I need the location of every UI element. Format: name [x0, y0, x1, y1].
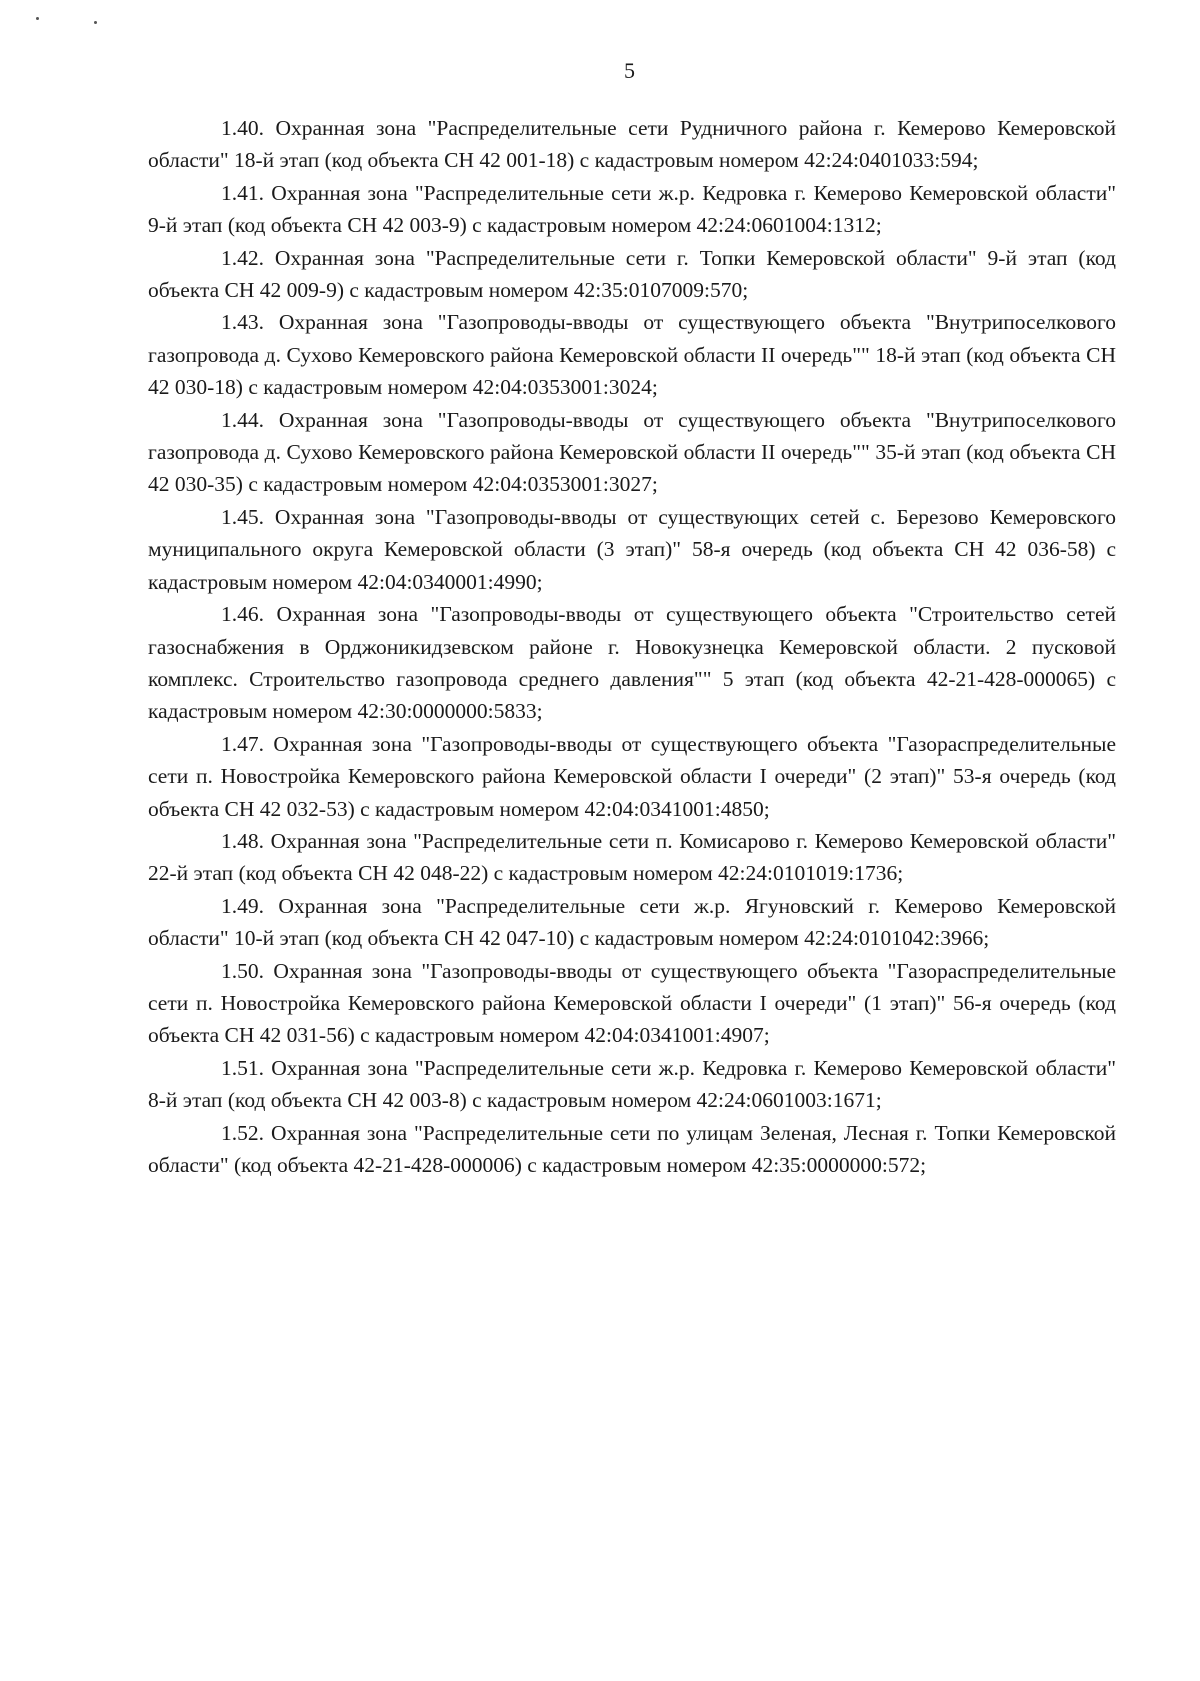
page-number: 5: [624, 58, 636, 83]
list-item: 1.45. Охранная зона "Газопроводы-вводы от существующих сетей с. Березово Кемеровского муниципального округа Кемеровской области (3 этап)" 58-я очередь (код объекта СН 42 036-58) с кадастровым номером 42:04:0340001:4990;: [148, 504, 1116, 594]
list-item: 1.44. Охранная зона "Газопроводы-вводы от существующего объекта "Внутрипоселкового газопровода д. Сухово Кемеровского района Кемеровской области II очередь"" 35-й этап (код объекта СН 42 030-35) с кадастровым номером 42:04:0353001:3027;: [148, 407, 1116, 497]
list-item: 1.43. Охранная зона "Газопроводы-вводы от существующего объекта "Внутрипоселкового газопровода д. Сухово Кемеровского района Кемеровской области II очередь"" 18-й этап (код объекта СН 42 030-18) с кадастровым номером 42:04:0353001:3024;: [148, 310, 1116, 400]
list-item: 1.51. Охранная зона "Распределительные сети ж.р. Кедровка г. Кемерово Кемеровской области" 8-й этап (код объекта СН 42 003-8) с кадастровым номером 42:24:0601003:1671;: [148, 1055, 1116, 1113]
list-item: 1.50. Охранная зона "Газопроводы-вводы от существующего объекта "Газораспределительные сети п. Новостройка Кемеровского района Кемеровской области I очереди" (1 этап)" 56-я очередь (код объекта СН 42 031-56) с кадастровым номером 42:04:0341001:4907;: [148, 958, 1116, 1048]
list-item: 1.49. Охранная зона "Распределительные сети ж.р. Ягуновский г. Кемерово Кемеровской области" 10-й этап (код объекта СН 42 047-10) с кадастровым номером 42:24:0101042:3966;: [148, 893, 1116, 951]
list-item: 1.40. Охранная зона "Распределительные сети Рудничного района г. Кемерово Кемеровской области" 18-й этап (код объекта СН 42 001-18) с кадастровым номером 42:24:0401033:594;: [148, 116, 1116, 173]
list-item: 1.47. Охранная зона "Газопроводы-вводы от существующего объекта "Газораспределительные сети п. Новостройка Кемеровского района Кемеровской области I очереди" (2 этап)" 53-я очередь (код объекта СН 42 032-53) с кадастровым номером 42:04:0341001:4850;: [148, 731, 1116, 821]
list-item: 1.46. Охранная зона "Газопроводы-вводы от существующего объекта "Строительство сетей газоснабжения в Орджоникидзевском районе г. Новокузнецка Кемеровской области. 2 пусковой комплекс. Строительство газопровода среднего давления"" 5 этап (код объекта 42-21-428-000065) с кадастровым номером 42:30:0000000:5833;: [148, 602, 1116, 724]
list-item: 1.52. Охранная зона "Распределительные сети по улицам Зеленая, Лесная г. Топки Кемеровской области" (код объекта 42-21-428-000006) с кадастровым номером 42:35:0000000:572;: [148, 1120, 1116, 1177]
list-item: 1.41. Охранная зона "Распределительные сети ж.р. Кедровка г. Кемерово Кемеровской области" 9-й этап (код объекта СН 42 003-9) с кадастровым номером 42:24:0601004:1312;: [148, 180, 1116, 238]
scan-artifact-dot: [94, 21, 97, 24]
document-body: [148, 112, 1116, 1181]
scan-artifact-dot: [36, 17, 39, 20]
list-item: 1.48. Охранная зона "Распределительные сети п. Комисарово г. Кемерово Кемеровской области" 22-й этап (код объекта СН 42 048-22) с кадастровым номером 42:24:0101019:1736;: [148, 828, 1116, 886]
list-item: 1.42. Охранная зона "Распределительные сети г. Топки Кемеровской области" 9-й этап (код объекта СН 42 009-9) с кадастровым номером 42:35:0107009:570;: [148, 245, 1116, 303]
